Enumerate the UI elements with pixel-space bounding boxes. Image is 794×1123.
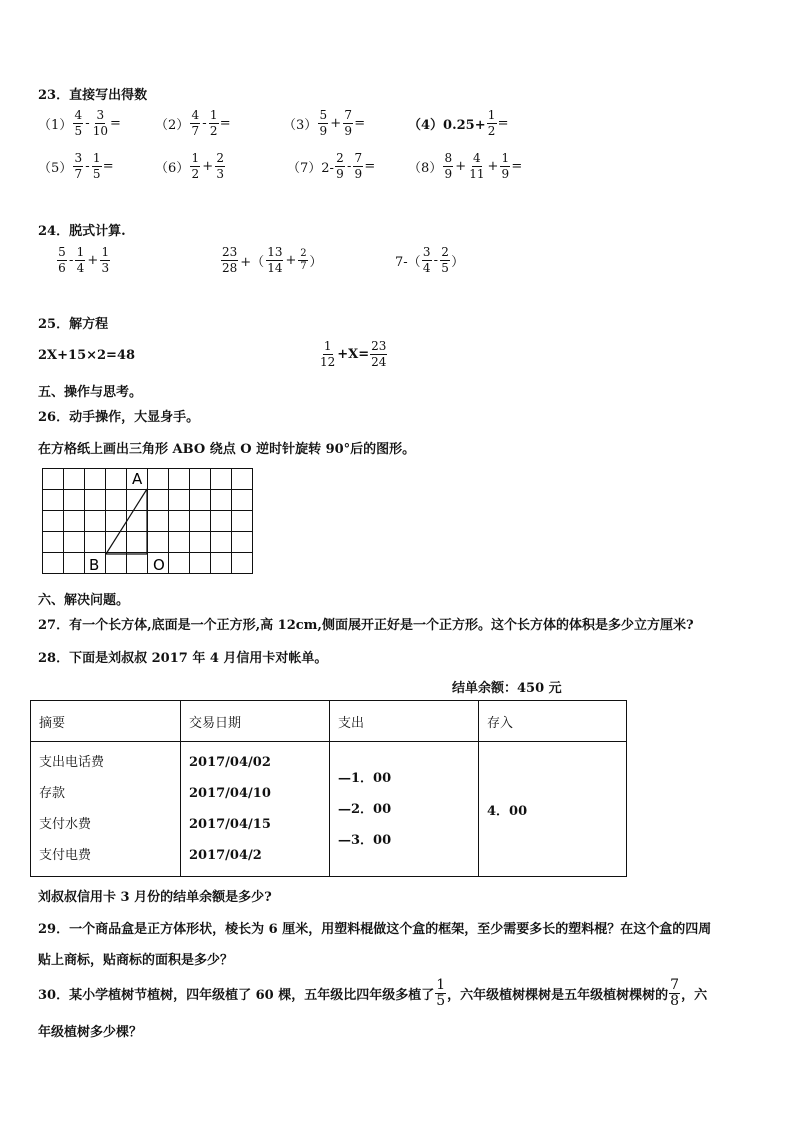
q25-title: 25．解方程 <box>38 317 109 332</box>
table-body-row <box>31 742 627 877</box>
q24-expr-3: 7-（ $\frac{3}{4}$ - $\frac{2}{5}$ ） <box>395 245 465 275</box>
q23-item-4: （4）0.25+ $\frac{1}{2}$ = <box>408 108 509 138</box>
q23-item-5: （5） $\frac{3}{7}$ - $\frac{1}{5}$ = <box>38 151 114 181</box>
point-a-label: A <box>132 470 143 488</box>
q23-title: 23．直接写出得数 <box>38 88 148 103</box>
expense-cell: —1．00 —2．00 —3．00 <box>330 742 479 877</box>
q28-question: 刘叔叔信用卡 3 月份的结单余额是多少? <box>38 890 272 905</box>
header-date: 交易日期 <box>181 701 330 742</box>
q27-text: 27．有一个长方体,底面是一个正方形,高 12cm,侧面展开正好是一个正方形。这个长方体的体积是多少立方厘米? <box>38 618 694 633</box>
header-summary: 摘要 <box>31 701 181 742</box>
q23-item-8: （8） $\frac{8}{9}$ + $\frac{4}{11}$ + $\frac{1}{9}$ = <box>408 151 523 181</box>
q23-item-2: （2） $\frac{4}{7}$ - $\frac{1}{2}$ = <box>155 108 231 138</box>
q28-balance: 结单余额：450 元 <box>452 681 562 696</box>
point-o-label: O <box>153 556 165 574</box>
q28-title: 28．下面是刘叔叔 2017 年 4 月信用卡对帐单。 <box>38 651 328 666</box>
q23-item-1: （1） $\frac{4}{5}$ - $\frac{3}{10}$ = <box>38 108 121 138</box>
date-cell: 2017/04/02 2017/04/10 2017/04/15 2017/04/2 <box>181 742 330 877</box>
q25-equation-2: $\frac{1}{12}$ +X= $\frac{23}{24}$ <box>320 339 387 369</box>
summary-cell: 支出电话费 存款 支付水费 支付电费 <box>31 742 181 877</box>
deposit-cell: 4．00 <box>479 742 627 877</box>
header-expense: 支出 <box>330 701 479 742</box>
q25-equation-1: 2X+15×2=48 <box>38 348 136 363</box>
q23-item-3: （3） $\frac{5}{9}$ + $\frac{7}{9}$ = <box>283 108 366 138</box>
q30-line-1: 30．某小学植树节植树，四年级植了 60 棵，五年级比四年级多植了 $\frac{1}{5}$ ，六年级植树棵树是五年级植树棵树的 $\frac{7}{8}$ ，六 <box>38 977 708 1009</box>
point-b-label: B <box>89 556 100 574</box>
q26-title: 26．动手操作，大显身手。 <box>38 410 200 425</box>
q26-description: 在方格纸上画出三角形 ABO 绕点 O 逆时针旋转 90°后的图形。 <box>38 442 416 457</box>
q24-expr-1: $\frac{5}{6}$ - $\frac{1}{4}$ + $\frac{1}{3}$ <box>58 245 110 275</box>
grid-paper <box>42 468 256 582</box>
q23-item-7: （7）2- $\frac{2}{9}$ - $\frac{7}{9}$ = <box>287 151 376 181</box>
header-deposit: 存入 <box>479 701 627 742</box>
q24-title: 24．脱式计算. <box>38 224 126 239</box>
q30-line-2: 年级植树多少棵？ <box>38 1025 143 1040</box>
section-6-heading: 六、解决问题。 <box>38 593 130 608</box>
statement-table <box>30 700 627 877</box>
q29-line-2: 贴上商标，贴商标的面积是多少？ <box>38 953 234 968</box>
q29-line-1: 29．一个商品盒是正方体形状，棱长为 6 厘米，用塑料棍做这个盒的框架，至少需要多长的塑料棍？在这个盒的四周 <box>38 922 712 937</box>
table-header-row <box>31 701 627 742</box>
section-5-heading: 五、操作与思考。 <box>38 385 143 400</box>
q24-expr-2: $\frac{23}{28}$ +（ $\frac{13}{14}$ + $\frac{2}{7}$ ） <box>222 245 323 275</box>
q23-item-6: （6） $\frac{1}{2}$ + $\frac{2}{3}$ <box>155 151 224 181</box>
